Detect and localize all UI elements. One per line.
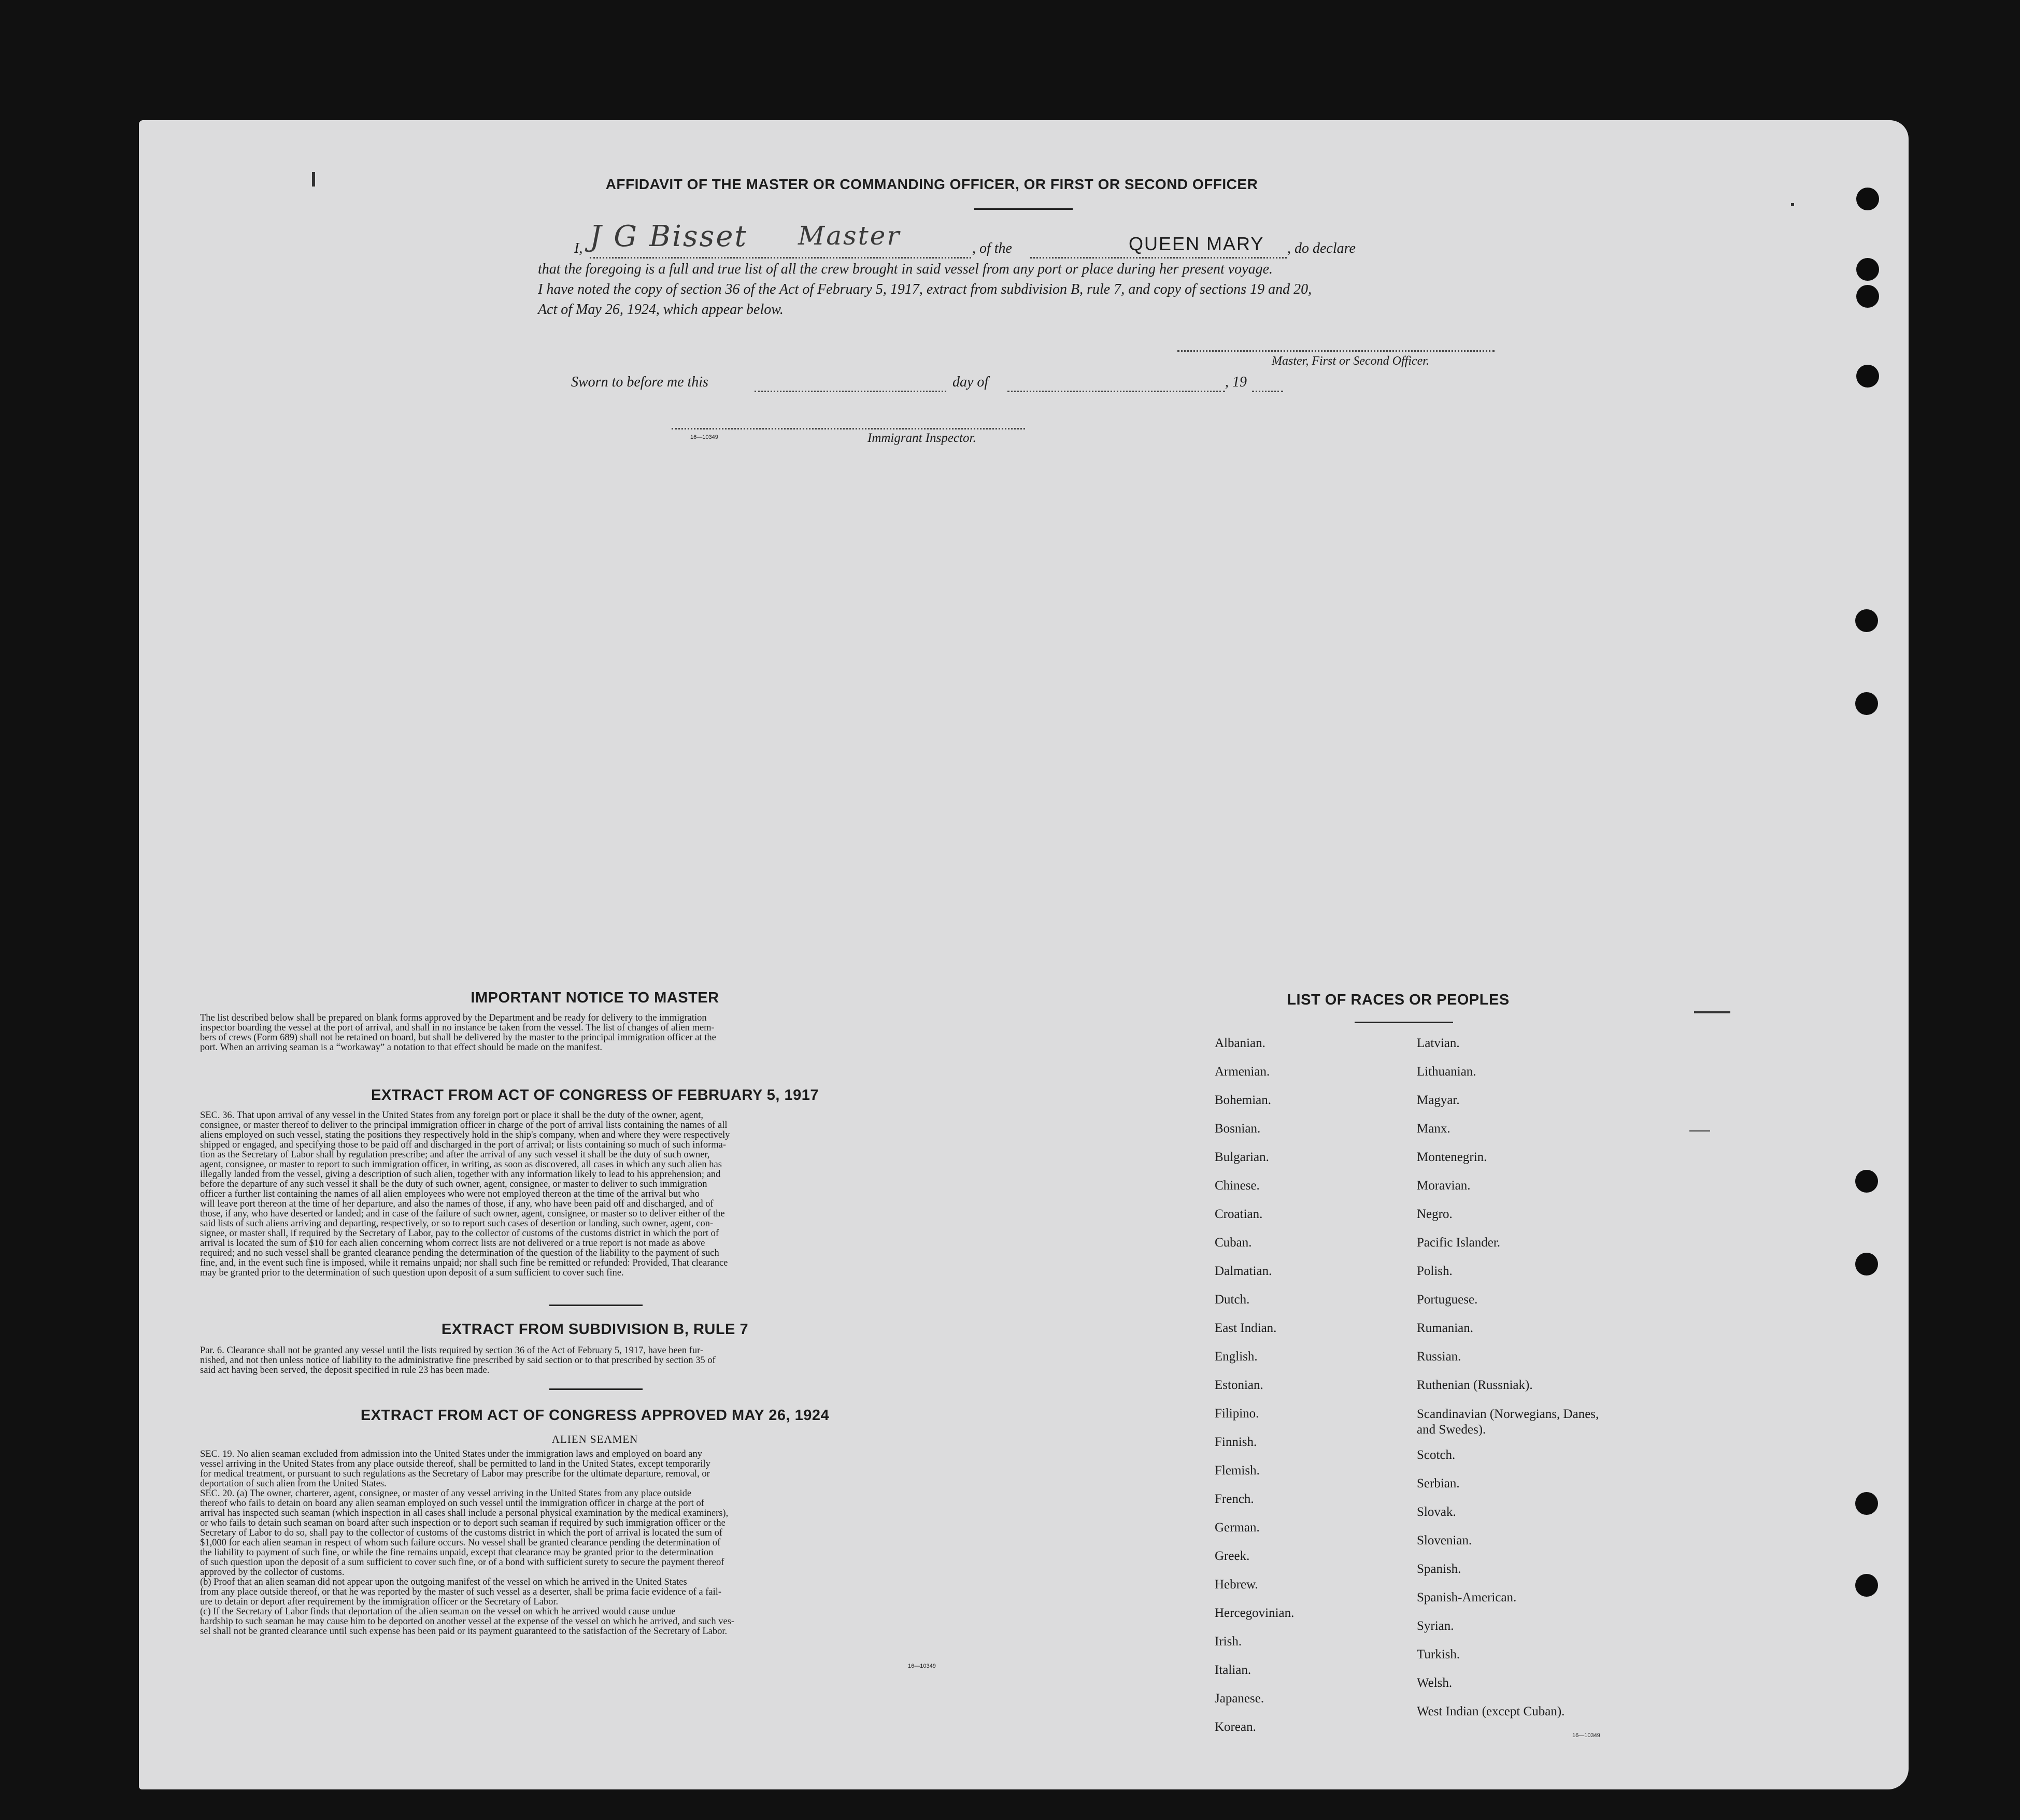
race-entry: Armenian. <box>1215 1065 1270 1079</box>
sworn-day-blank <box>755 391 946 392</box>
race-entry: Bohemian. <box>1215 1093 1272 1107</box>
race-entry: German. <box>1215 1521 1260 1535</box>
punch-hole <box>1855 609 1878 632</box>
affidavit-line-2: that the foregoing is a full and true list of all the crew brought in said vessel from any port or place during her present voyage. <box>538 261 1273 277</box>
race-entry: Hercegovinian. <box>1215 1606 1294 1620</box>
body-text-line: of such question upon the deposit of a sum sufficient to cover such fine, or of a bond with sufficient surety to secure the payment thereof <box>200 1558 724 1568</box>
race-entry: Magyar. <box>1417 1093 1460 1107</box>
body-text-line: The list described below shall be prepared on blank forms approved by the Department and be ready for delivery to the immigration <box>200 1013 707 1023</box>
body-text-line: officer a further list containing the names of all alien employees who were not employed thereon at the time of the arrival but who <box>200 1190 700 1199</box>
body-text-line: illegally landed from the vessel, giving a description of such alien, together with any information likely to lead to his apprehension; and <box>200 1170 721 1180</box>
race-entry: Albanian. <box>1215 1036 1265 1050</box>
vessel-name: QUEEN MARY <box>1129 233 1264 254</box>
do-declare-text: , do declare <box>1287 240 1356 256</box>
body-text-line: (b) Proof that an alien seaman did not appear upon the outgoing manifest of the vessel on which he arrived in the United States <box>200 1578 687 1587</box>
punch-hole <box>1855 1170 1878 1193</box>
races-divider <box>1355 1022 1453 1023</box>
act-1924-body <box>200 1450 967 1637</box>
race-entry: Portuguese. <box>1417 1293 1478 1307</box>
officer-label: Master, First or Second Officer. <box>1272 354 1429 368</box>
body-text-line: bers of crews (Form 689) shall not be retained on board, but shall be delivered by the master to the principal immigration officer at the <box>200 1033 716 1043</box>
body-text-line: thereof who fails to detain on board any alien seaman employed on such vessel until the immigration officer in charge at the port of <box>200 1499 704 1509</box>
notice-body <box>200 1013 967 1053</box>
year-blank <box>1252 391 1283 392</box>
body-text-line: SEC. 19. No alien seaman excluded from admission into the United States under the immigration laws and employed on board any <box>200 1450 702 1459</box>
subdivision-body <box>200 1346 967 1375</box>
of-the-text: , of the <box>972 240 1012 256</box>
body-text-line: nished, and not then unless notice of liability to the administrative fine prescribed by said section or to that prescribed by section 35 of <box>200 1356 716 1366</box>
race-entry: Filipino. <box>1215 1407 1259 1421</box>
punch-hole <box>1856 365 1879 388</box>
race-entry: Flemish. <box>1215 1464 1260 1478</box>
ink-speck <box>1791 203 1794 206</box>
body-text-line: agent, consignee, or master to report to such immigration officer, in writing, as soon as discovered, all cases in which any such alien has <box>200 1160 722 1170</box>
race-entry: Spanish. <box>1417 1562 1461 1576</box>
affidavit-line-4: Act of May 26, 1924, which appear below. <box>538 302 784 318</box>
race-entry: Negro. <box>1417 1207 1453 1221</box>
body-text-line: port. When an arriving seaman is a “workaway” a notation to that effect should be made on the manifest. <box>200 1043 603 1053</box>
body-text-line: vessel arriving in the United States from any place outside thereof, shall be permitted to land in the United States, except temporarily <box>200 1459 710 1469</box>
body-text-line: from any place outside thereof, or that he was reported by the master of such vessel as a deserter, shall be prima facie evidence of a fail- <box>200 1587 722 1597</box>
race-entry: Manx. <box>1417 1122 1450 1136</box>
race-entry: Slovenian. <box>1417 1534 1472 1547</box>
body-text-line: the liability to payment of such fine, or while the fine remains unpaid, except that clearance may be granted prior to the determination <box>200 1548 714 1558</box>
punch-hole <box>1856 188 1879 210</box>
body-text-line: SEC. 20. (a) The owner, charterer, agent, consignee, or master of any vessel arriving in the United States from any place outside <box>200 1489 692 1499</box>
race-entry: East Indian. <box>1215 1321 1277 1335</box>
body-text-line: will leave port thereon at the time of her departure, and also the names of those, if any, who have been paid off and discharged, and of <box>200 1199 714 1209</box>
race-entry: Turkish. <box>1417 1647 1460 1661</box>
punch-hole <box>1855 1253 1878 1276</box>
race-entry: Syrian. <box>1417 1619 1454 1633</box>
race-entry: Croatian. <box>1215 1207 1263 1221</box>
body-text-line: signee, or master shall, if required by the Secretary of Labor, pay to the collector of customs of the customs district in which the port of <box>200 1229 719 1239</box>
race-entry: Estonian. <box>1215 1378 1263 1392</box>
body-text-line: for medical treatment, or pursuant to such regulations as the Secretary of Labor may prescribe for the ultimate departure, removal, or <box>200 1469 710 1479</box>
vessel-blank <box>1030 257 1287 259</box>
race-entry: Scotch. <box>1417 1448 1456 1462</box>
body-text-line: said act having been served, the deposit specified in rule 23 has been made. <box>200 1366 490 1375</box>
race-entry: Dalmatian. <box>1215 1264 1272 1278</box>
race-entry: Montenegrin. <box>1417 1150 1487 1164</box>
body-text-line: Par. 6. Clearance shall not be granted any vessel until the lists required by section 36 of the Act of February 5, 1917, have been fur- <box>200 1346 704 1356</box>
race-entry: French. <box>1215 1492 1254 1506</box>
body-text-line: tion as the Secretary of Labor shall by regulation prescribe; and after the arrival of any such vessel it shall be the duty of such owner, <box>200 1150 710 1160</box>
act-1924-form-number: 16—10349 <box>908 1663 936 1669</box>
officer-signature-blank <box>1177 350 1495 352</box>
race-entry: Bulgarian. <box>1215 1150 1269 1164</box>
body-text-line: hardship to such seaman he may cause him to be deported on another vessel at the expense of the vessel on which he arrived, and such ves- <box>200 1617 735 1627</box>
race-entry: Dutch. <box>1215 1293 1250 1307</box>
act-1917-body <box>200 1111 967 1278</box>
ink-speck <box>1694 1011 1730 1013</box>
races-heading: LIST OF RACES OR PEOPLES <box>1287 992 1510 1008</box>
race-entry: Italian. <box>1215 1663 1251 1677</box>
race-entry: Latvian. <box>1417 1036 1460 1050</box>
race-entry: Polish. <box>1417 1264 1453 1278</box>
section-divider <box>549 1305 643 1306</box>
punch-hole <box>1855 1492 1878 1515</box>
year-prefix: , 19 <box>1225 374 1247 390</box>
title-underline <box>974 208 1073 210</box>
race-entry: Pacific Islander. <box>1417 1236 1501 1250</box>
race-entry: Ruthenian (Russniak). <box>1417 1378 1533 1392</box>
affidavit-title: AFFIDAVIT OF THE MASTER OR COMMANDING OFFICER, OR FIRST OR SECOND OFFICER <box>605 176 1258 192</box>
body-text-line: said lists of such aliens arriving and departing, respectively, or so to report such cases of desertion or landing, such owner, agent, con- <box>200 1219 714 1229</box>
sworn-prefix: Sworn to before me this <box>571 374 708 390</box>
body-text-line: may be granted prior to the determination of such question upon deposit of a sum sufficient to cover such fine. <box>200 1268 624 1278</box>
document-page <box>139 120 1909 1789</box>
body-text-line: arrival has inspected such seaman (which inspection in all cases shall include a personal physical examination by the medical examiners), <box>200 1509 729 1518</box>
body-text-line: sel shall not be granted clearance until such expense has been paid or its payment guaranteed to the satisfaction of the Secretary of Labor. <box>200 1627 728 1637</box>
race-entry: Rumanian. <box>1417 1321 1474 1335</box>
act-1917-heading: EXTRACT FROM ACT OF CONGRESS OF FEBRUARY 5, 1917 <box>371 1087 819 1104</box>
body-text-line: shipped or engaged, and specifying those to be paid off and discharged in the port of arrival; or lists containing so much of such informa- <box>200 1140 727 1150</box>
notice-heading: IMPORTANT NOTICE TO MASTER <box>471 990 719 1006</box>
sworn-month-blank <box>1007 391 1225 392</box>
race-entry: Serbian. <box>1417 1477 1460 1491</box>
body-text-line: (c) If the Secretary of Labor finds that deportation of the alien seaman on the vessel on which he arrived would cause undue <box>200 1607 676 1617</box>
subdivision-heading: EXTRACT FROM SUBDIVISION B, RULE 7 <box>441 1321 749 1338</box>
punch-hole <box>1856 285 1879 308</box>
signature-title: Master <box>798 221 901 251</box>
body-text-line: arrival is located the sum of $10 for each alien concerning whom correct lists are not delivered or a true report is not made as above <box>200 1239 705 1249</box>
body-text-line: fine, and, in the event such fine is imposed, while it remains unpaid; nor shall such fine be remitted or refunded: Provided, That clearance <box>200 1258 728 1268</box>
race-entry: Chinese. <box>1215 1179 1260 1193</box>
body-text-line: deportation of such alien from the United States. <box>200 1479 387 1489</box>
body-text-line: ure to detain or deport after requirement by the immigration officer or the Secretary of Labor. <box>200 1597 559 1607</box>
punch-hole <box>1855 1574 1878 1597</box>
race-entry: Lithuanian. <box>1417 1065 1476 1079</box>
race-entry: Bosnian. <box>1215 1122 1261 1136</box>
day-of-text: day of <box>952 374 989 390</box>
inspector-signature-blank <box>672 428 1025 429</box>
declarant-prefix: I, <box>574 240 583 256</box>
act-1924-heading: EXTRACT FROM ACT OF CONGRESS APPROVED MAY 26, 1924 <box>360 1407 830 1424</box>
race-entry: Welsh. <box>1417 1676 1453 1690</box>
body-text-line: or who fails to detain such seaman on board after such inspection or to deport such seaman if required by such immigration officer or the <box>200 1518 726 1528</box>
race-entry: Japanese. <box>1215 1692 1264 1706</box>
body-text-line: $1,000 for each alien seaman in respect of whom such failure occurs. No vessel shall be granted clearance pending the determination of <box>200 1538 721 1548</box>
body-text-line: those, if any, who have deserted or landed; and in case of the failure of such owner, agent, consignee, or master so to deliver either of the <box>200 1209 725 1219</box>
race-entry: Scandinavian (Norwegians, Danes, and Swedes). <box>1417 1407 1599 1437</box>
affidavit-line-3: I have noted the copy of section 36 of the Act of February 5, 1917, extract from subdivision B, rule 7, and copy of sections 19 and 20, <box>538 281 1312 297</box>
body-text-line: approved by the collector of customs. <box>200 1568 345 1578</box>
body-text-line: inspector boarding the vessel at the port of arrival, and shall in no instance be taken from the vessel. The list of changes of alien mem- <box>200 1023 715 1033</box>
race-entry: Moravian. <box>1417 1179 1471 1193</box>
race-entry: Hebrew. <box>1215 1578 1258 1592</box>
body-text-line: Secretary of Labor to do so, shall pay to the collector of customs of the customs district in which the port of arrival is located the sum of <box>200 1528 722 1538</box>
race-entry: Korean. <box>1215 1720 1256 1734</box>
punch-hole <box>1856 258 1879 281</box>
body-text-line: required; and no such vessel shall be granted clearance pending the determination of the question of the liability to the payment of such <box>200 1249 719 1258</box>
ink-speck <box>1689 1130 1710 1131</box>
punch-hole <box>1855 692 1878 715</box>
section-divider <box>549 1388 643 1390</box>
name-blank <box>590 257 971 259</box>
race-entry: Russian. <box>1417 1350 1461 1364</box>
races-form-number: 16—10349 <box>1572 1732 1600 1739</box>
body-text-line: aliens employed on such vessel, stating the positions they respectively hold in the ship's company, when and where they were respectively <box>200 1130 730 1140</box>
race-entry: English. <box>1215 1350 1258 1364</box>
ink-speck <box>312 172 315 187</box>
race-entry: West Indian (except Cuban). <box>1417 1704 1565 1718</box>
race-entry: Irish. <box>1215 1635 1242 1649</box>
race-entry: Cuban. <box>1215 1236 1252 1250</box>
affidavit-form-number: 16—10349 <box>690 434 718 440</box>
race-entry: Slovak. <box>1417 1505 1456 1519</box>
body-text-line: consignee, or master thereof to deliver to the principal immigration officer in charge of the port of arrival lists containing the names of all <box>200 1121 728 1130</box>
body-text-line: before the departure of any such vessel it shall be the duty of such owner, agent, consignee, or master to deliver to such immigration <box>200 1180 707 1190</box>
race-entry: Greek. <box>1215 1549 1250 1563</box>
sworn-line <box>571 374 1400 400</box>
body-text-line: SEC. 36. That upon arrival of any vessel in the United States from any foreign port or place it shall be the duty of the owner, agent, <box>200 1111 703 1121</box>
race-entry: Finnish. <box>1215 1435 1257 1449</box>
race-entry: Spanish-American. <box>1417 1590 1517 1604</box>
act-1924-subheading: ALIEN SEAMEN <box>551 1433 638 1445</box>
signature-name: J G Bisset <box>590 220 748 253</box>
inspector-label: Immigrant Inspector. <box>867 431 976 445</box>
